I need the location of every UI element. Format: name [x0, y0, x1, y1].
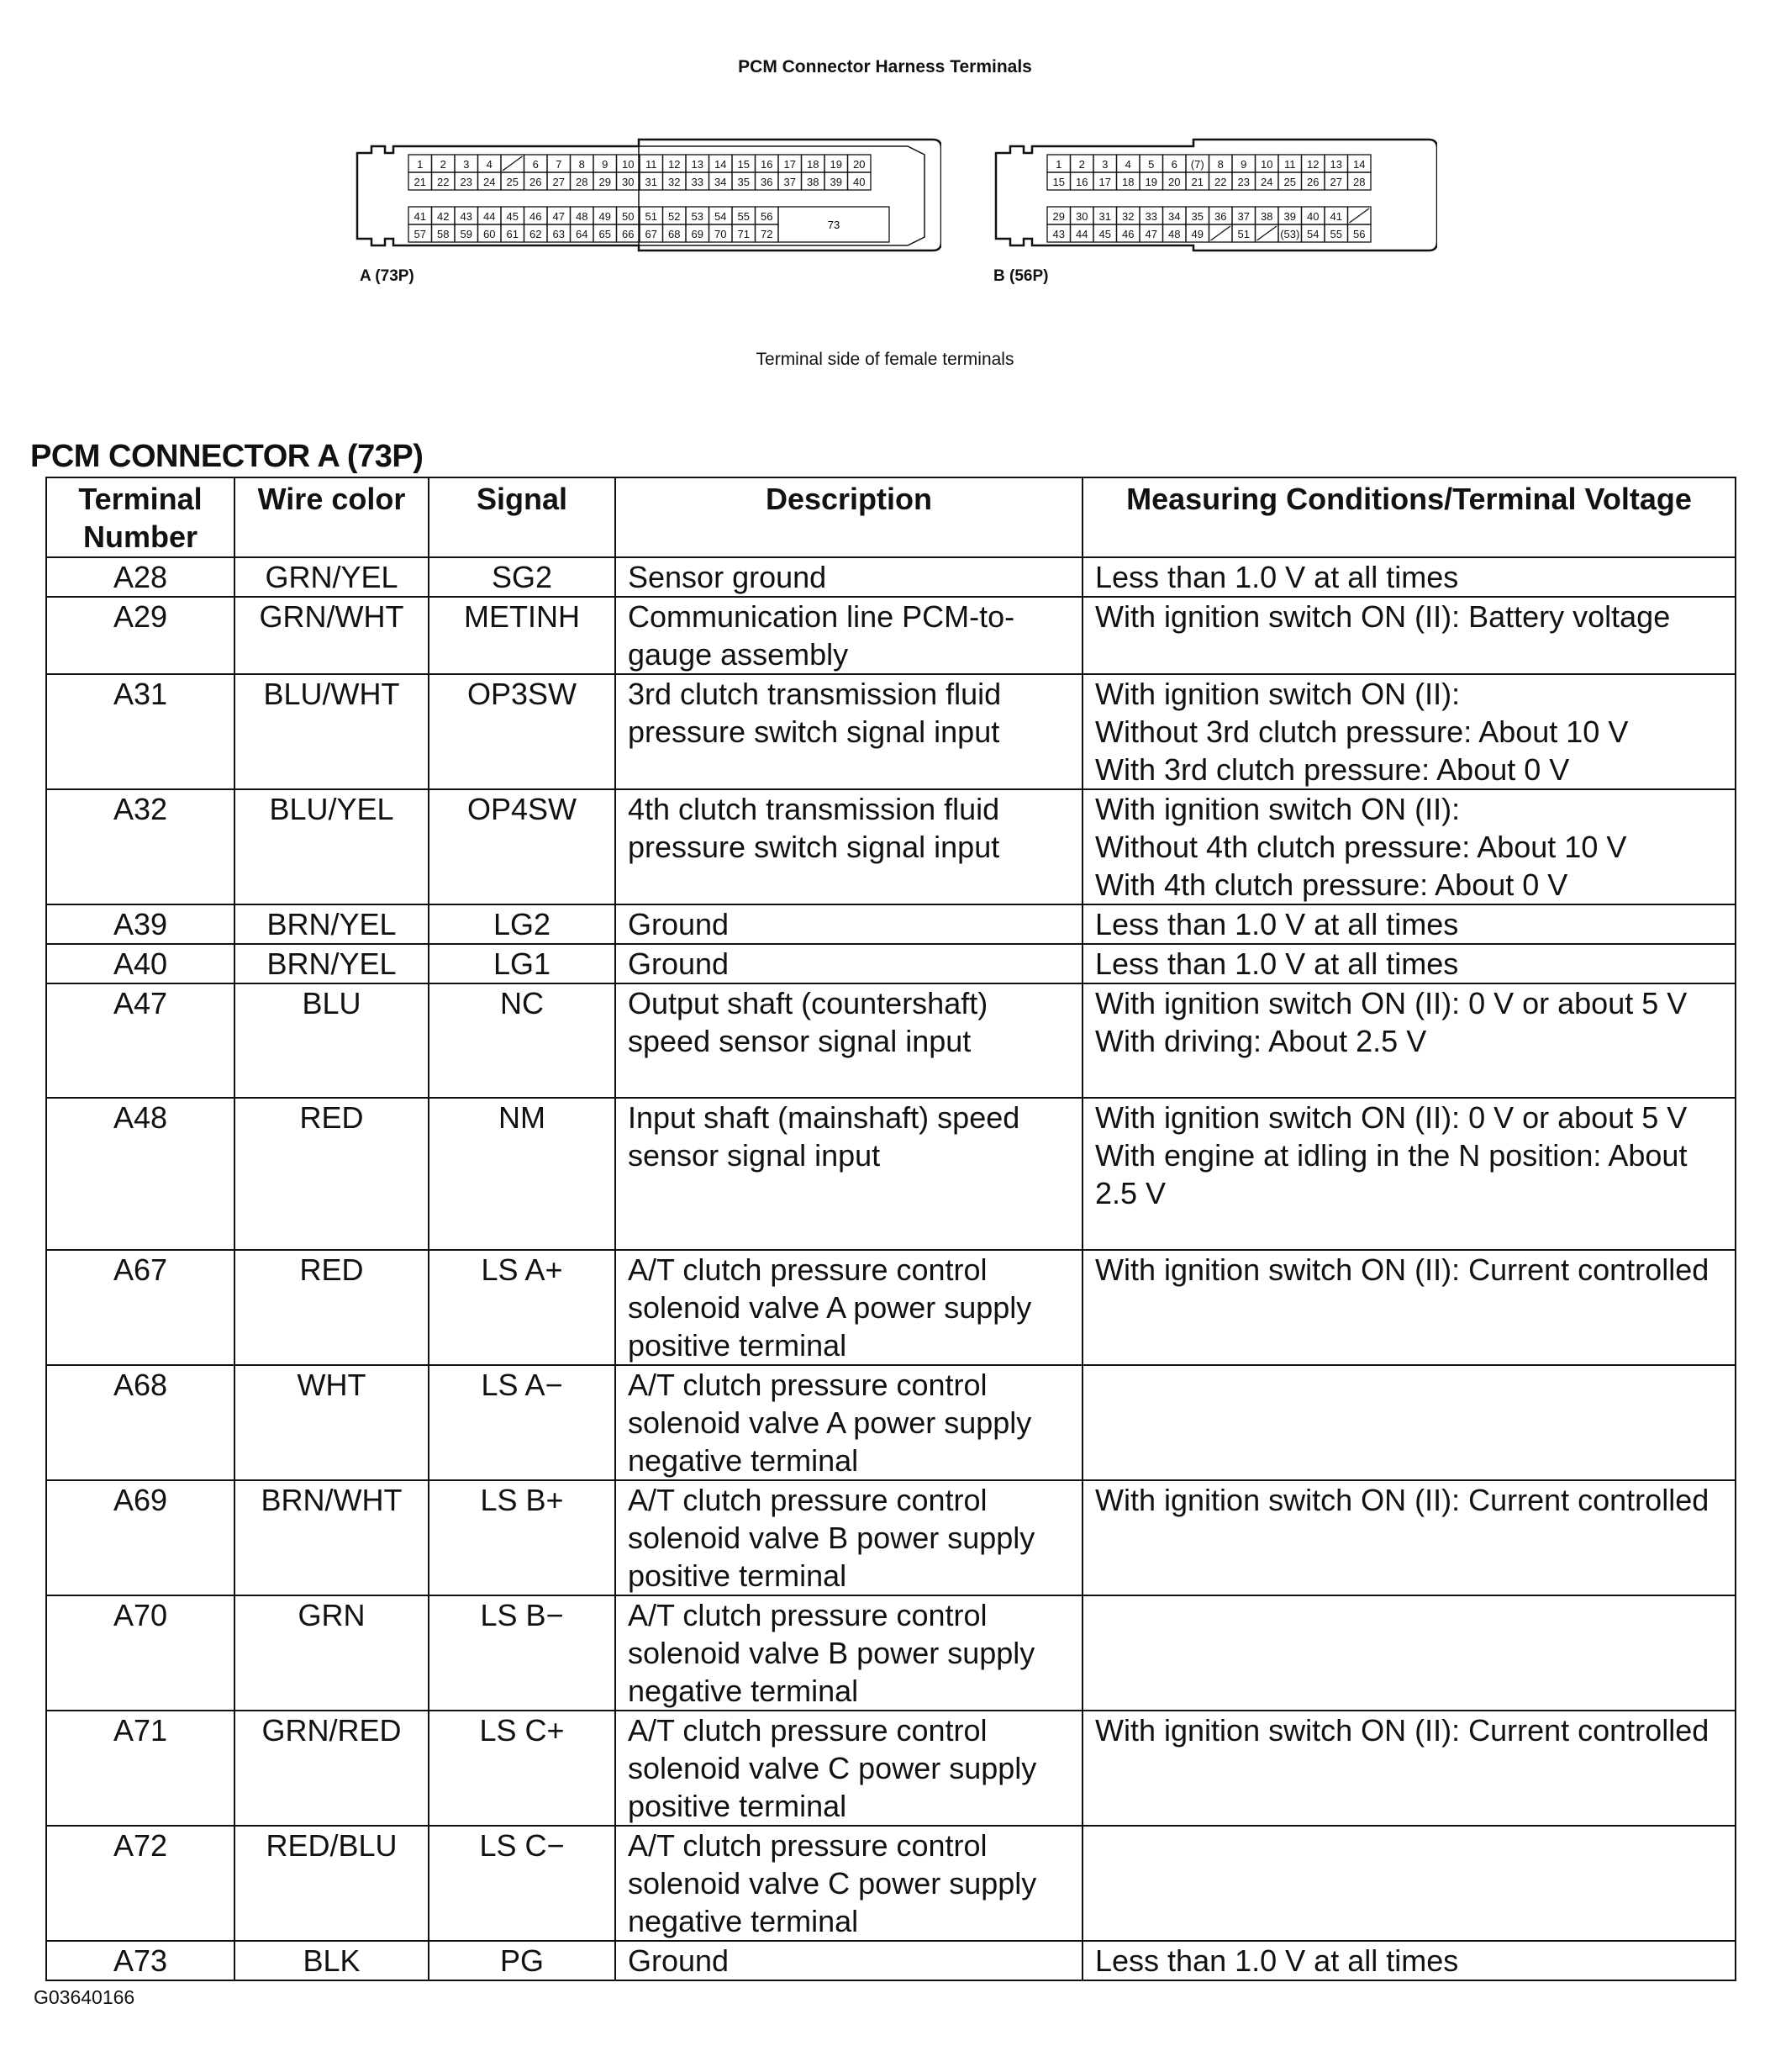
terminal-number: 44 — [483, 210, 496, 223]
terminal-number: 24 — [483, 176, 496, 188]
terminal-number: 59 — [460, 228, 472, 240]
cell-description: A/T clutch pressure control solenoid valve B power supply negative terminal — [615, 1595, 1083, 1711]
terminal-number: 33 — [1145, 210, 1157, 223]
terminal-number: 18 — [807, 158, 819, 171]
cell-wire-color: GRN/WHT — [234, 597, 429, 674]
cell-signal: SG2 — [429, 557, 615, 597]
terminal-number: 36 — [1214, 210, 1227, 223]
table-row — [46, 1941, 1736, 1980]
terminal-number: 17 — [1098, 176, 1111, 188]
terminal-number: 48 — [1168, 228, 1181, 240]
cell-signal: LG1 — [429, 944, 615, 983]
terminal-number: 28 — [1353, 176, 1366, 188]
cell-terminal: A47 — [46, 983, 234, 1098]
terminal-number: 65 — [598, 228, 611, 240]
terminal-number: 27 — [1330, 176, 1342, 188]
terminal-number: 38 — [1261, 210, 1273, 223]
cell-description: Output shaft (countershaft) speed sensor signal input — [615, 983, 1083, 1098]
connector-b-diagram — [992, 128, 1437, 262]
cell-signal: LS A+ — [429, 1250, 615, 1365]
cell-wire-color: BRN/YEL — [234, 944, 429, 983]
cell-terminal: A29 — [46, 597, 234, 674]
cell-measuring-conditions: With ignition switch ON (II): Current controlled — [1083, 1250, 1736, 1365]
cell-measuring-conditions: With ignition switch ON (II): Current controlled — [1083, 1711, 1736, 1826]
terminal-number: 25 — [506, 176, 519, 188]
terminal-number: 46 — [1122, 228, 1135, 240]
terminal-number: 21 — [414, 176, 426, 188]
cell-wire-color: WHT — [234, 1365, 429, 1480]
cell-terminal: A32 — [46, 789, 234, 904]
terminal-number: 24 — [1261, 176, 1273, 188]
table-row — [46, 674, 1736, 789]
terminal-number: 14 — [1353, 158, 1366, 171]
terminal-number: 19 — [1145, 176, 1157, 188]
cell-signal: LS B+ — [429, 1480, 615, 1595]
terminal-number: 29 — [1052, 210, 1065, 223]
cell-measuring-conditions: With ignition switch ON (II): Without 3rd clutch pressure: About 10 V With 3rd clutch pressure: About 0 V — [1083, 674, 1736, 789]
terminal-number: 3 — [1102, 158, 1109, 171]
table-row — [46, 983, 1736, 1098]
cell-wire-color: GRN — [234, 1595, 429, 1711]
terminal-number: 19 — [830, 158, 842, 171]
connector-b-label: B (56P) — [993, 267, 1049, 285]
cell-terminal: A31 — [46, 674, 234, 789]
terminal-number: 3 — [463, 158, 470, 171]
terminal-number: 20 — [1168, 176, 1181, 188]
terminal-number: 54 — [714, 210, 727, 223]
cell-measuring-conditions: With ignition switch ON (II): 0 V or about 5 V With engine at idling in the N position: About 2.5 V — [1083, 1098, 1736, 1250]
table-row — [46, 1480, 1736, 1595]
cell-wire-color: RED — [234, 1250, 429, 1365]
cell-wire-color: GRN/RED — [234, 1711, 429, 1826]
terminal-number: 48 — [576, 210, 588, 223]
terminal-number: 66 — [622, 228, 635, 240]
cell-terminal: A40 — [46, 944, 234, 983]
terminal-number: 64 — [576, 228, 588, 240]
terminal-number: 4 — [486, 158, 493, 171]
header-wire-color: Wire color — [234, 477, 429, 557]
terminal-number: 38 — [807, 176, 819, 188]
terminal-number: 70 — [714, 228, 727, 240]
cell-description: A/T clutch pressure control solenoid valve C power supply negative terminal — [615, 1826, 1083, 1941]
cell-signal: PG — [429, 1941, 615, 1980]
terminal-number: 29 — [598, 176, 611, 188]
terminal-number: 73 — [827, 219, 840, 231]
terminal-number: 6 — [532, 158, 539, 171]
page-title: PCM Connector Harness Terminals — [738, 57, 1032, 76]
cell-description: A/T clutch pressure control solenoid valve C power supply positive terminal — [615, 1711, 1083, 1826]
cell-description: A/T clutch pressure control solenoid valve B power supply positive terminal — [615, 1480, 1083, 1595]
cell-terminal: A68 — [46, 1365, 234, 1480]
cell-signal: NM — [429, 1098, 615, 1250]
terminal-number: 11 — [645, 158, 657, 171]
terminal-number: 4 — [1125, 158, 1131, 171]
terminal-table — [45, 477, 1736, 1981]
cell-wire-color: BLU/YEL — [234, 789, 429, 904]
terminal-number: 23 — [460, 176, 472, 188]
cell-description: 3rd clutch transmission fluid pressure switch signal input — [615, 674, 1083, 789]
terminal-number: 9 — [602, 158, 608, 171]
terminal-number: 33 — [691, 176, 703, 188]
table-row — [46, 944, 1736, 983]
cell-wire-color: RED — [234, 1098, 429, 1250]
terminal-number: 26 — [1307, 176, 1320, 188]
terminal-number: 67 — [645, 228, 657, 240]
cell-terminal: A39 — [46, 904, 234, 944]
cell-measuring-conditions: With ignition switch ON (II): Without 4th clutch pressure: About 10 V With 4th clutch pressure: About 0 V — [1083, 789, 1736, 904]
terminal-number: 31 — [1098, 210, 1111, 223]
cell-terminal: A67 — [46, 1250, 234, 1365]
terminal-number: 43 — [1052, 228, 1065, 240]
table-row — [46, 597, 1736, 674]
cell-measuring-conditions: With ignition switch ON (II): Current controlled — [1083, 1480, 1736, 1595]
terminal-number: 58 — [437, 228, 450, 240]
terminal-number: 5 — [1148, 158, 1155, 171]
unused-terminal-mark — [503, 156, 523, 171]
terminal-number: 54 — [1307, 228, 1320, 240]
terminal-number: 55 — [737, 210, 750, 223]
terminal-number: 11 — [1284, 158, 1296, 171]
cell-signal: NC — [429, 983, 615, 1098]
cell-wire-color: BLK — [234, 1941, 429, 1980]
terminal-number: 21 — [1191, 176, 1204, 188]
terminal-number: 46 — [529, 210, 542, 223]
cell-description: 4th clutch transmission fluid pressure switch signal input — [615, 789, 1083, 904]
cell-measuring-conditions: With ignition switch ON (II): 0 V or about 5 V With driving: About 2.5 V — [1083, 983, 1736, 1098]
table-row — [46, 1595, 1736, 1711]
terminal-number: 22 — [437, 176, 450, 188]
terminal-number: 51 — [645, 210, 657, 223]
terminal-number: 36 — [761, 176, 773, 188]
cell-wire-color: BRN/YEL — [234, 904, 429, 944]
cell-measuring-conditions: Less than 1.0 V at all times — [1083, 904, 1736, 944]
diagram-caption: Terminal side of female terminals — [756, 350, 1014, 369]
cell-terminal: A72 — [46, 1826, 234, 1941]
cell-description: Ground — [615, 944, 1083, 983]
table-row — [46, 904, 1736, 944]
cell-description: Sensor ground — [615, 557, 1083, 597]
terminal-number: 1 — [1056, 158, 1062, 171]
cell-wire-color: RED/BLU — [234, 1826, 429, 1941]
unused-terminal-mark — [1350, 208, 1370, 223]
terminal-number: 8 — [1217, 158, 1224, 171]
cell-terminal: A48 — [46, 1098, 234, 1250]
section-title: PCM CONNECTOR A (73P) — [30, 439, 424, 474]
table-row — [46, 1826, 1736, 1941]
terminal-number: 62 — [529, 228, 542, 240]
terminal-number: 53 — [691, 210, 703, 223]
terminal-number: 68 — [668, 228, 681, 240]
terminal-number: 15 — [1052, 176, 1065, 188]
cell-terminal: A70 — [46, 1595, 234, 1711]
cell-terminal: A69 — [46, 1480, 234, 1595]
terminal-number: 50 — [622, 210, 635, 223]
terminal-number: 14 — [714, 158, 727, 171]
terminal-number: 47 — [1145, 228, 1157, 240]
table-row — [46, 1250, 1736, 1365]
cell-measuring-conditions: Less than 1.0 V at all times — [1083, 1941, 1736, 1980]
terminal-number: 71 — [737, 228, 750, 240]
terminal-number: 40 — [853, 176, 866, 188]
terminal-number: 32 — [1122, 210, 1135, 223]
terminal-number: 45 — [1098, 228, 1111, 240]
terminal-number: 23 — [1237, 176, 1250, 188]
terminal-number: 51 — [1237, 228, 1250, 240]
terminal-number: 42 — [437, 210, 450, 223]
terminal-number: 26 — [529, 176, 542, 188]
terminal-number: 1 — [417, 158, 424, 171]
figure-code: G03640166 — [34, 1986, 135, 2008]
terminal-number: 17 — [783, 158, 796, 171]
terminal-number: 55 — [1330, 228, 1342, 240]
terminal-number: 9 — [1241, 158, 1247, 171]
cell-signal: METINH — [429, 597, 615, 674]
cell-terminal: A73 — [46, 1941, 234, 1980]
header-signal: Signal — [429, 477, 615, 557]
table-row — [46, 1711, 1736, 1826]
cell-measuring-conditions — [1083, 1595, 1736, 1711]
terminal-number: 13 — [691, 158, 703, 171]
terminal-number: 10 — [622, 158, 635, 171]
table-row — [46, 789, 1736, 904]
terminal-number: 41 — [1330, 210, 1342, 223]
terminal-number: 10 — [1261, 158, 1273, 171]
terminal-number: 32 — [668, 176, 681, 188]
terminal-number: 18 — [1122, 176, 1135, 188]
terminal-number: 6 — [1171, 158, 1177, 171]
cell-wire-color: GRN/YEL — [234, 557, 429, 597]
cell-measuring-conditions: With ignition switch ON (II): Battery voltage — [1083, 597, 1736, 674]
terminal-number: (53) — [1280, 228, 1300, 240]
unused-terminal-mark — [1257, 226, 1277, 240]
terminal-number: 72 — [761, 228, 773, 240]
terminal-number: 30 — [622, 176, 635, 188]
cell-terminal: A71 — [46, 1711, 234, 1826]
terminal-number: 15 — [737, 158, 750, 171]
header-description: Description — [615, 477, 1083, 557]
terminal-number: 56 — [761, 210, 773, 223]
terminal-number: 25 — [1283, 176, 1296, 188]
terminal-number: 7 — [556, 158, 562, 171]
terminal-number: 20 — [853, 158, 866, 171]
terminal-number: 56 — [1353, 228, 1366, 240]
terminal-number: 63 — [552, 228, 565, 240]
connector-a-diagram — [353, 128, 941, 262]
terminal-number: 16 — [761, 158, 773, 171]
terminal-number: 27 — [552, 176, 565, 188]
terminal-number: 35 — [737, 176, 750, 188]
terminal-number: 43 — [460, 210, 472, 223]
cell-signal: LS C+ — [429, 1711, 615, 1826]
unused-terminal-mark — [1211, 226, 1231, 240]
terminal-number: 28 — [576, 176, 588, 188]
cell-description: Ground — [615, 1941, 1083, 1980]
terminal-number: 2 — [440, 158, 446, 171]
terminal-number: 12 — [668, 158, 681, 171]
cell-measuring-conditions: Less than 1.0 V at all times — [1083, 557, 1736, 597]
header-terminal-number: Terminal Number — [46, 477, 234, 557]
terminal-number: 30 — [1076, 210, 1088, 223]
cell-wire-color: BRN/WHT — [234, 1480, 429, 1595]
cell-signal: OP4SW — [429, 789, 615, 904]
terminal-number: 34 — [1168, 210, 1181, 223]
cell-description: Communication line PCM-to-gauge assembly — [615, 597, 1083, 674]
terminal-number: 2 — [1078, 158, 1085, 171]
terminal-number: 16 — [1076, 176, 1088, 188]
terminal-number: 61 — [506, 228, 519, 240]
terminal-number: 47 — [552, 210, 565, 223]
cell-measuring-conditions — [1083, 1365, 1736, 1480]
cell-signal: LS A− — [429, 1365, 615, 1480]
terminal-number: 12 — [1307, 158, 1320, 171]
cell-signal: LS B− — [429, 1595, 615, 1711]
cell-measuring-conditions: Less than 1.0 V at all times — [1083, 944, 1736, 983]
cell-wire-color: BLU — [234, 983, 429, 1098]
cell-wire-color: BLU/WHT — [234, 674, 429, 789]
terminal-number: 57 — [414, 228, 426, 240]
terminal-number: 60 — [483, 228, 496, 240]
cell-description: A/T clutch pressure control solenoid valve A power supply positive terminal — [615, 1250, 1083, 1365]
terminal-number: 52 — [668, 210, 681, 223]
table-row — [46, 557, 1736, 597]
terminal-number: 39 — [1283, 210, 1296, 223]
terminal-number: 22 — [1214, 176, 1227, 188]
terminal-number: 34 — [714, 176, 727, 188]
cell-description: Ground — [615, 904, 1083, 944]
terminal-number: 37 — [1237, 210, 1250, 223]
terminal-number: 8 — [578, 158, 585, 171]
terminal-number: 49 — [598, 210, 611, 223]
connector-a-label: A (73P) — [360, 267, 414, 285]
cell-signal: LS C− — [429, 1826, 615, 1941]
terminal-number: 31 — [645, 176, 657, 188]
cell-measuring-conditions — [1083, 1826, 1736, 1941]
table-row — [46, 1365, 1736, 1480]
cell-terminal: A28 — [46, 557, 234, 597]
terminal-number: 40 — [1307, 210, 1320, 223]
terminal-number: 37 — [783, 176, 796, 188]
cell-description: A/T clutch pressure control solenoid valve A power supply negative terminal — [615, 1365, 1083, 1480]
terminal-number: 44 — [1076, 228, 1088, 240]
terminal-number: 13 — [1330, 158, 1342, 171]
table-header-row — [46, 477, 1736, 557]
terminal-number: 45 — [506, 210, 519, 223]
table-row — [46, 1098, 1736, 1250]
cell-signal: LG2 — [429, 904, 615, 944]
cell-description: Input shaft (mainshaft) speed sensor signal input — [615, 1098, 1083, 1250]
terminal-number: 35 — [1191, 210, 1204, 223]
terminal-number: 39 — [830, 176, 842, 188]
header-measuring-conditions: Measuring Conditions/Terminal Voltage — [1083, 477, 1736, 557]
terminal-number: (7) — [1190, 158, 1204, 171]
terminal-number: 41 — [414, 210, 426, 223]
terminal-number: 69 — [691, 228, 703, 240]
terminal-number: 49 — [1191, 228, 1204, 240]
cell-signal: OP3SW — [429, 674, 615, 789]
